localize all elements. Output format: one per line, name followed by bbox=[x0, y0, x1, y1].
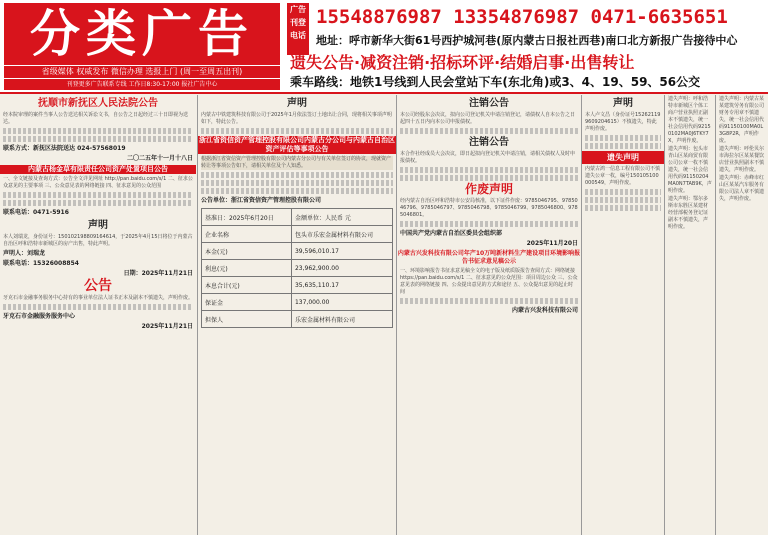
table-cell: 企业名称 bbox=[202, 226, 292, 243]
text-line bbox=[400, 128, 578, 134]
notice-body: 经本院审理的案件当事人公告送达相关诉讼文书，自公告之日起经过三十日即视为送达。 bbox=[3, 112, 189, 125]
notice-body: 本合作社经成员大会决议，即日起拟向登记机关申请注销，请相关债权人及时申报债权。 bbox=[400, 151, 576, 164]
table-row bbox=[202, 311, 393, 328]
notice-body: 遗失声明：包头市青山区某商贸有限公司公章一枚不慎遗失，统一社会信用代码91150204MA0N7TAB9K，声明作废。 bbox=[668, 146, 712, 194]
text-line bbox=[201, 188, 393, 194]
notice-heading: 声明 bbox=[613, 98, 633, 109]
text-line bbox=[3, 136, 193, 142]
column-5 bbox=[664, 95, 715, 535]
notice-heading: 作废声明 bbox=[464, 182, 513, 196]
notice-body: 一、全文链接及查询方式：公告全文详见网址 http://pan.baidu.com/s/1 二、征求公众意见的主要事项 三、公众意见表的网络链接 四、征求意见的公众范围 bbox=[3, 176, 193, 189]
table-header-cell: 金额单位：人民币 元 bbox=[291, 209, 392, 226]
notice-heading: 遗失声明 bbox=[582, 151, 664, 164]
table-cell: 利息(元) bbox=[202, 260, 292, 277]
contact-phones: 15548876987 13354876987 0471-6635651 bbox=[316, 6, 728, 28]
text-line bbox=[201, 128, 393, 134]
table-cell: 本金(元) bbox=[202, 243, 292, 260]
notice-date: 2025年11月21日 bbox=[141, 323, 193, 330]
notice-date: 二〇二五年十一月十八日 bbox=[126, 155, 193, 162]
column-1 bbox=[0, 95, 196, 535]
text-line bbox=[201, 172, 393, 178]
notice-heading: 注销公告 bbox=[469, 98, 509, 109]
notice-heading: 浙江省资信资产管理控股有限公司内蒙古分公司与内蒙古自治区资产评估等事项公告 bbox=[199, 136, 395, 153]
notice-date: 2025年11月20日 bbox=[526, 240, 578, 247]
notice-body: 本人卢文昌（身份证号152621199609204615）不慎遗失，特此声明作废。 bbox=[585, 112, 661, 132]
masthead-strip: 刊登更多广告联系专线 工作日8:30-17:00 报社广告中心 bbox=[4, 79, 280, 90]
notice-body: 本公司经股东会决议，拟向公司登记机关申请注销登记，请债权人自本公告之日起四十五日内向本公司申报债权。 bbox=[400, 112, 576, 125]
notice-body: 根据浙江省资信资产管理控股有限公司内蒙古分公司与有关单位签订的协议，现就资产转让等事项公告如下，请相关单位及个人知悉。 bbox=[201, 156, 392, 169]
asset-table bbox=[201, 208, 393, 328]
masthead-tagline: 省级媒体 权威发布 微信办理 选报上门 (周一至周五出刊) bbox=[4, 66, 280, 78]
text-line bbox=[585, 135, 661, 141]
text-line bbox=[3, 192, 193, 198]
text-line bbox=[400, 221, 578, 227]
notice-body: 遗失声明：赤峰市红山区某某汽车服务有限公司法人章不慎遗失，声明作废。 bbox=[719, 175, 765, 202]
table-row bbox=[202, 294, 393, 311]
bus-route: 乘车路线：地铁1号线到人民会堂站下车(东北角)或3、4、19、59、56公交 bbox=[290, 75, 701, 89]
table-header-cell: 基准日：2025年6月20日 bbox=[202, 209, 292, 226]
table-row bbox=[202, 260, 393, 277]
table-cell: 35,635,110.17 bbox=[291, 277, 392, 294]
masthead-divider bbox=[0, 92, 768, 94]
notice-body: 遗失声明：呼伦贝尔市海拉尔区某某餐饮店营业执照副本不慎遗失，声明作废。 bbox=[719, 146, 765, 173]
phone-badge bbox=[287, 3, 309, 55]
table-cell: 担保人 bbox=[202, 311, 292, 328]
notice-body: 本人刘瑞龙，身份证号：150102198809164614，于2025年4月15日将位于内蒙古自治区呼和浩特市新城区的房产出售，特此声明。 bbox=[3, 234, 193, 247]
notice-body: 遗失声明：呼和浩特市新城区个体工商户营业执照正副本不慎遗失，统一社会信用代码92150102MA0J6TKY7X，声明作废。 bbox=[668, 96, 711, 144]
column-6 bbox=[715, 95, 768, 535]
table-row bbox=[202, 226, 393, 243]
notice-heading: 内蒙古杨金草有限责任公司资产处置项目公告 bbox=[0, 165, 196, 174]
table-cell: 乐宏金属材料有限公司 bbox=[291, 311, 392, 328]
notice-contact: 联系方式：新抚区法院送达 024-57568019 bbox=[3, 145, 126, 152]
text-line bbox=[585, 205, 661, 211]
masthead bbox=[0, 0, 768, 92]
notice-signatory: 内蒙古兴发科技有限公司 bbox=[511, 307, 578, 314]
table-cell: 保证金 bbox=[202, 294, 292, 311]
text-line bbox=[400, 167, 578, 173]
table-cell: 包头市乐宏金属材料有限公司 bbox=[291, 226, 392, 243]
text-line bbox=[400, 298, 578, 304]
column-3 bbox=[396, 95, 581, 535]
office-address: 地址：呼市新华大街61号西护城河巷(原内蒙古日报社西巷)南口北方新报广告接待中心 bbox=[316, 34, 738, 47]
text-line bbox=[3, 304, 193, 310]
notice-signatory: 公告单位：浙江省资信资产管理控股有限公司 bbox=[201, 197, 322, 204]
notice-body: 牙克石市金融事务服务中心持有的事业单位法人证书正本及副本不慎遗失，声明作废。 bbox=[3, 295, 194, 301]
text-line bbox=[585, 189, 661, 195]
notice-heading: 注销公告 bbox=[469, 137, 509, 148]
table-row bbox=[202, 277, 393, 294]
notice-phone: 联系电话：15326008854 bbox=[3, 260, 79, 267]
notice-heading: 声明 bbox=[287, 98, 307, 109]
notice-body: 内蒙古中铁建筑科技有限公司于2025年1月依法签订土地出让合同，现将相关事项声明如下，特此公告。 bbox=[201, 112, 392, 125]
text-line bbox=[3, 128, 193, 134]
column-4 bbox=[581, 95, 664, 535]
notice-heading: 内蒙古兴发科技有限公司年产10万吨新材料生产建设项目环境影响报告书征求意见稿公示 bbox=[397, 250, 581, 265]
notice-heading: 公告 bbox=[84, 278, 112, 294]
notice-date: 日期：2025年11月21日 bbox=[123, 270, 193, 277]
badge-line: 广告 bbox=[290, 5, 306, 14]
text-line bbox=[400, 175, 578, 181]
table-cell: 137,000.00 bbox=[291, 294, 392, 311]
text-line bbox=[201, 180, 393, 186]
table-cell: 本息合计(元) bbox=[202, 277, 292, 294]
notice-heading: 声明 bbox=[88, 220, 108, 231]
text-line bbox=[585, 197, 661, 203]
masthead-logo: 分类广告 bbox=[4, 3, 280, 65]
table-cell: 39,596,010.17 bbox=[291, 243, 392, 260]
table-cell: 23,962,900.00 bbox=[291, 260, 392, 277]
badge-line: 刊登 bbox=[290, 18, 306, 27]
notice-heading: 抚顺市新抚区人民法院公告 bbox=[38, 98, 158, 109]
notice-body: 内蒙古鸿一信息工程有限公司不慎遗失公章一枚，编号150105100000549，声明作废。 bbox=[585, 166, 661, 186]
services-list: 遗失公告·减资注销·招标环评·结婚启事·出售转让 bbox=[290, 53, 635, 72]
notice-signatory: 中国共产党内蒙古自治区委员会组织部 bbox=[400, 230, 503, 237]
badge-line: 电话 bbox=[290, 31, 306, 40]
table-header-row bbox=[202, 209, 393, 226]
notice-signatory: 声明人：刘瑞龙 bbox=[3, 250, 46, 257]
notice-contact: 联系电话：0471-5916 bbox=[3, 209, 69, 216]
notice-body: 经内蒙古自治区呼和浩特市公安局核准，以下证件作废：9785046795、9785046796、9785046797、9785046798、9785046799、9785046800、9785046801。 bbox=[400, 198, 578, 218]
text-line bbox=[3, 200, 193, 206]
column-2 bbox=[197, 95, 396, 535]
notice-body: 一、环境影响报告书征求意见稿全文的电子版及纸质版报告查阅方式：网络链接 https://pan.baidu.com/s/1 二、征求意见的公众范围：项目周边公众 三、公众意见表的网络链接 四、公众提出意见的方式和途径 五、公众提出意见的起止时间 bbox=[400, 268, 578, 295]
text-line bbox=[585, 143, 661, 149]
table-row bbox=[202, 243, 393, 260]
notice-body: 遗失声明：内蒙古某某建筑劳务有限公司财务专用章不慎遗失，统一社会信用代码91150100MA0L3G8P2R，声明作废。 bbox=[719, 96, 765, 144]
notice-body: 遗失声明：鄂尔多斯市东胜区某建材经营部税务登记证副本不慎遗失，声明作废。 bbox=[668, 196, 709, 230]
notice-signatory: 牙克石市金融服务服务中心 bbox=[3, 313, 76, 320]
